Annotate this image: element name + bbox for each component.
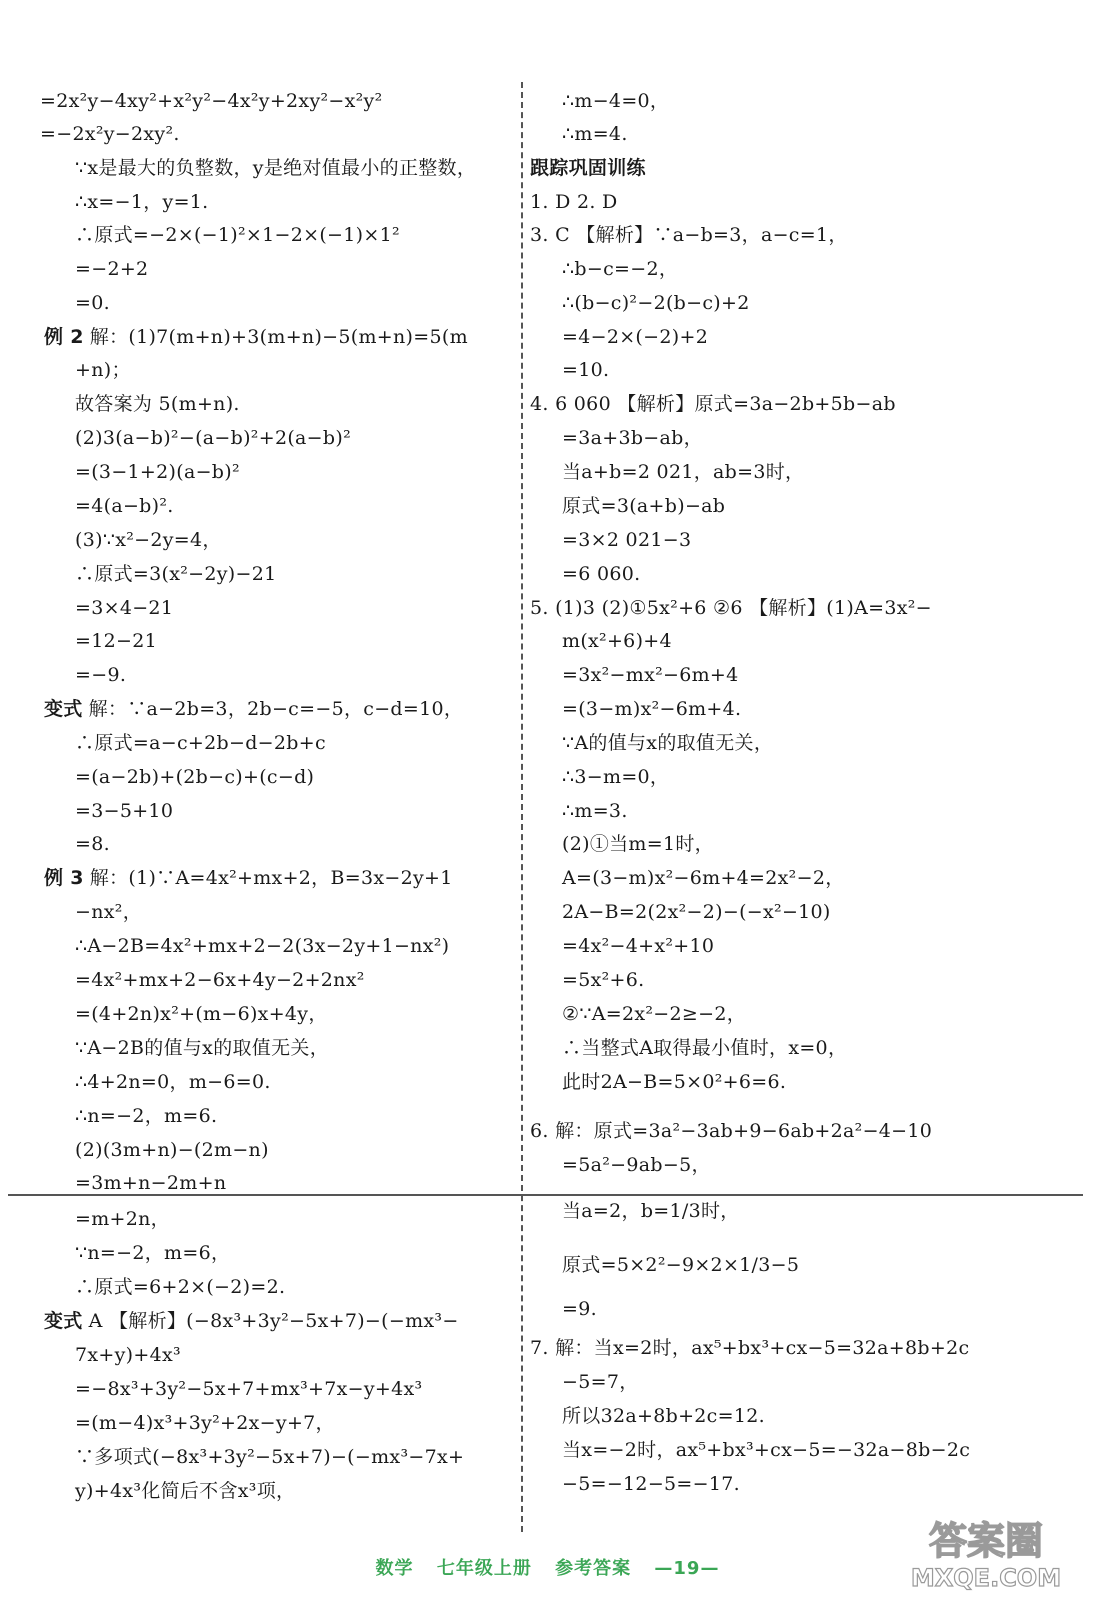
right-line-text: =5x²+6.: [562, 969, 645, 991]
left-line-text: (3)∵x²−2y=4，: [75, 529, 222, 551]
right-line: [562, 1035, 847, 1061]
left-line: [44, 1308, 459, 1334]
right-line: [562, 561, 640, 587]
left-line-text: =3−5+10: [75, 800, 174, 822]
right-line-text: =4−2×(−2)+2: [562, 326, 709, 348]
left-line-text: ∴原式=3(x²−2y)−21: [75, 563, 277, 585]
left-line-label: 例 3: [44, 867, 84, 889]
left-line-text: 7x+y)+4x³: [75, 1344, 181, 1366]
right-line-text: (2)①当m=1时，: [562, 833, 714, 855]
right-line-text: ∴3−m=0，: [562, 766, 670, 788]
right-line: [562, 831, 714, 857]
left-line-text: 解：(1)∵A=4x²+mx+2，B=3x−2y+1: [89, 867, 453, 889]
watermark-text-bottom: MXQE.COM: [910, 1564, 1062, 1592]
right-line-text: 原式=5×2²−9×2×1/3−5: [562, 1254, 800, 1276]
left-line: [75, 628, 157, 654]
right-line: [530, 155, 646, 181]
right-line-text: 5. (1)3 (2)①5x²+6 ②6 【解析】(1)A=3x²−: [530, 597, 932, 619]
right-line: [562, 493, 725, 519]
left-line: [75, 967, 365, 993]
right-line-text: ∵A的值与x的取值无关，: [562, 732, 774, 754]
right-line: [562, 527, 691, 553]
left-line: [40, 121, 180, 147]
left-line: [75, 493, 174, 519]
right-line-text: 所以32a+8b+2c=12.: [562, 1405, 765, 1427]
left-line-text: =2x²y−4xy²+x²y²−4x²y+2xy²−x²y²: [40, 90, 383, 112]
column-divider: [521, 82, 523, 1532]
right-line: [562, 899, 831, 925]
left-line: [75, 1444, 464, 1470]
right-line-text: =3a+3b−ab，: [562, 427, 703, 449]
left-line: [75, 1240, 230, 1266]
left-line-text: =(a−2b)+(2b−c)+(c−d): [75, 766, 315, 788]
left-line: [75, 459, 240, 485]
right-line: [562, 933, 714, 959]
left-line: [75, 527, 222, 553]
left-line-text: ∴4+2n=0，m−6=0.: [75, 1071, 271, 1093]
left-line-text: ∴A−2B=4x²+mx+2−2(3x−2y+1−nx²): [75, 935, 450, 957]
left-line: [75, 1137, 269, 1163]
left-line: [75, 222, 400, 248]
right-line-text: =3×2 021−3: [562, 529, 692, 551]
left-line-text: ∵多项式(−8x³+3y²−5x+7)−(−mx³−7x+: [75, 1446, 465, 1468]
right-line: [562, 1369, 639, 1395]
right-line-text: ∴m=4.: [562, 123, 628, 145]
right-line: [530, 595, 932, 621]
left-line: [75, 831, 110, 857]
left-line: [75, 1170, 226, 1196]
right-line-text: 当x=−2时，ax⁵+bx³+cx−5=−32a−8b−2c: [562, 1439, 971, 1461]
left-line: [75, 1410, 335, 1436]
watermark-text-top: 答案圈: [928, 1519, 1044, 1563]
left-line: [75, 189, 209, 215]
right-line: [562, 1198, 740, 1224]
right-line-text: ②∵A=2x²−2≥−2，: [562, 1003, 747, 1025]
right-line-text: ∴当整式A取得最小值时，x=0，: [562, 1037, 848, 1059]
left-line-text: =−8x³+3y²−5x+7+mx³+7x−y+4x³: [75, 1378, 423, 1400]
left-line-text: (2)(3m+n)−(2m−n): [75, 1139, 269, 1161]
footer-section: 参考答案: [555, 1558, 632, 1579]
footer-grade: 七年级上册: [436, 1558, 532, 1579]
left-line-label: 例 2: [44, 326, 84, 348]
left-line-text: ∴n=−2，m=6.: [75, 1105, 218, 1127]
left-line-text: A 【解析】(−8x³+3y²−5x+7)−(−mx³−: [88, 1310, 459, 1332]
left-line-text: ∴原式=−2×(−1)²×1−2×(−1)×1²: [75, 224, 400, 246]
right-line: [530, 189, 618, 215]
left-line-text: =3m+n−2m+n: [75, 1172, 227, 1194]
right-line-text: 3. C 【解析】∵a−b=3，a−c=1，: [530, 224, 848, 246]
right-line: [562, 696, 741, 722]
right-line: [562, 1403, 765, 1429]
right-line: [562, 425, 703, 451]
right-line-text: 1. D 2. D: [530, 191, 618, 213]
footer-subject: 数学: [375, 1558, 414, 1579]
right-line-text: ∴(b−c)²−2(b−c)+2: [562, 292, 750, 314]
right-line-text: ∴b−c=−2，: [562, 258, 679, 280]
right-line: [562, 1152, 711, 1178]
left-line: [75, 1035, 329, 1061]
left-line: [75, 899, 142, 925]
right-line: [562, 1437, 970, 1463]
left-line: [75, 391, 240, 417]
right-line: [562, 290, 750, 316]
left-line: [75, 1274, 285, 1300]
right-line: [562, 324, 708, 350]
left-line: [75, 730, 326, 756]
right-line: [562, 1069, 786, 1095]
left-line-text: −nx²，: [75, 901, 142, 923]
right-line: [562, 88, 669, 114]
right-line: [562, 764, 669, 790]
left-line-text: ∴原式=a−c+2b−d−2b+c: [75, 732, 326, 754]
right-line: [562, 121, 628, 147]
right-line-text: −5=7，: [562, 1371, 639, 1393]
right-line: [562, 357, 609, 383]
left-line-label: 变式: [44, 1310, 83, 1332]
left-line-text: 故答案为 5(m+n).: [75, 393, 240, 415]
left-line-text: ∵A−2B的值与x的取值无关，: [75, 1037, 329, 1059]
left-line-text: =−9.: [75, 664, 127, 686]
footer-page-number: —19—: [654, 1558, 720, 1579]
right-line: [562, 662, 739, 688]
left-line-text: ∴原式=6+2×(−2)=2.: [75, 1276, 286, 1298]
right-line-text: =3x²−mx²−6m+4: [562, 664, 739, 686]
right-line-text: 跟踪巩固训练: [530, 157, 646, 179]
right-line: [562, 1471, 740, 1497]
left-line: [75, 662, 126, 688]
left-line-text: 解：∵a−2b=3，2b−c=−5，c−d=10，: [88, 698, 464, 720]
left-line-text: =(m−4)x³+3y²+2x−y+7，: [75, 1412, 335, 1434]
right-line-text: ∴m−4=0，: [562, 90, 670, 112]
right-line-text: A=(3−m)x²−6m+4=2x²−2，: [562, 867, 845, 889]
right-line-text: =4x²−4+x²+10: [562, 935, 715, 957]
left-line-text: =3×4−21: [75, 597, 174, 619]
left-line-text: =m+2n，: [75, 1208, 170, 1230]
right-line-text: 此时2A−B=5×0²+6=6.: [562, 1071, 787, 1093]
left-line: [44, 865, 453, 891]
right-line-text: 当a+b=2 021，ab=3时，: [562, 461, 805, 483]
left-line: [75, 561, 277, 587]
left-line-text: =−2+2: [75, 258, 149, 280]
left-line: [75, 256, 148, 282]
left-line: [75, 1376, 422, 1402]
right-line: [562, 1001, 746, 1027]
left-line-text: ∴x=−1，y=1.: [75, 191, 209, 213]
right-line-text: −5=−12−5=−17.: [562, 1473, 740, 1495]
left-line-text: y)+4x³化简后不含x³项，: [75, 1480, 296, 1502]
right-line-text: =9.: [562, 1298, 597, 1320]
watermark-logo: [891, 1512, 1081, 1592]
left-line: [75, 1103, 217, 1129]
left-line: [75, 1069, 271, 1095]
left-line: [75, 357, 131, 383]
right-line: [562, 256, 678, 282]
left-line: [40, 88, 383, 114]
left-line-text: =−2x²y−2xy².: [40, 123, 180, 145]
left-line: [75, 290, 110, 316]
right-line: [530, 1118, 932, 1144]
right-line: [530, 1335, 969, 1361]
right-line-text: 2A−B=2(2x²−2)−(−x²−10): [562, 901, 831, 923]
left-line: [44, 324, 468, 350]
right-line: [562, 967, 645, 993]
right-line-text: =(3−m)x²−6m+4.: [562, 698, 742, 720]
right-line: [530, 391, 896, 417]
left-line-label: 变式: [44, 698, 83, 720]
left-line: [44, 696, 463, 722]
left-line-text: (2)3(a−b)²−(a−b)²+2(a−b)²: [75, 427, 351, 449]
left-line: [75, 933, 449, 959]
right-line-text: 7. 解：当x=2时，ax⁵+bx³+cx−5=32a+8b+2c: [530, 1337, 970, 1359]
right-line: [562, 1296, 597, 1322]
left-line: [75, 1001, 328, 1027]
right-line: [562, 798, 628, 824]
left-line: [75, 595, 173, 621]
left-line-text: =8.: [75, 833, 110, 855]
right-line-text: =10.: [562, 359, 610, 381]
left-line: [75, 1342, 181, 1368]
left-line-text: =12−21: [75, 630, 157, 652]
left-line: [75, 1206, 170, 1232]
left-line-text: 解：(1)7(m+n)+3(m+n)−5(m+n)=5(m: [89, 326, 468, 348]
left-line: [75, 798, 173, 824]
right-line: [562, 459, 804, 485]
right-line-text: 6. 解：原式=3a²−3ab+9−6ab+2a²−4−10: [530, 1120, 933, 1142]
right-line-text: =5a²−9ab−5，: [562, 1154, 711, 1176]
right-line-text: =6 060.: [562, 563, 641, 585]
left-line-text: +n)；: [75, 359, 131, 381]
left-line-text: =0.: [75, 292, 110, 314]
right-line: [562, 1252, 799, 1278]
right-line: [562, 865, 845, 891]
right-line: [562, 730, 773, 756]
page-split-rule: [8, 1194, 1083, 1196]
left-line-text: =(4+2n)x²+(m−6)x+4y，: [75, 1003, 328, 1025]
right-line-text: 4. 6 060 【解析】原式=3a−2b+5b−ab: [530, 393, 896, 415]
left-line: [75, 764, 314, 790]
left-line-text: =4x²+mx+2−6x+4y−2+2nx²: [75, 969, 365, 991]
left-line-text: =(3−1+2)(a−b)²: [75, 461, 240, 483]
left-line-text: ∵x是最大的负整数，y是绝对值最小的正整数，: [75, 157, 477, 179]
right-line: [562, 628, 672, 654]
left-line-text: =4(a−b)².: [75, 495, 174, 517]
right-line: [530, 222, 848, 248]
right-line-text: ∴m=3.: [562, 800, 628, 822]
left-line-text: ∵n=−2，m=6，: [75, 1242, 231, 1264]
left-line: [75, 1478, 295, 1504]
right-line-text: m(x²+6)+4: [562, 630, 672, 652]
right-line-text: 原式=3(a+b)−ab: [562, 495, 726, 517]
left-line: [75, 155, 476, 181]
left-line: [75, 425, 351, 451]
right-line-text: 当a=2，b=1/3时，: [562, 1200, 740, 1222]
